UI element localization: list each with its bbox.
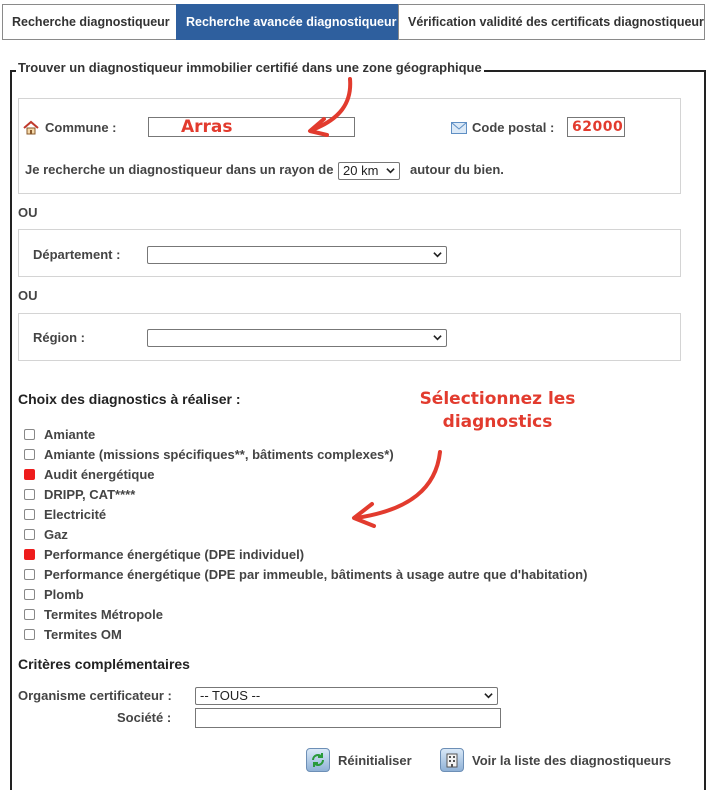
diag-amiante[interactable]	[24, 424, 587, 444]
diag-label: Electricité	[44, 506, 107, 522]
diagnostics-list	[24, 424, 587, 644]
radius-suffix: autour du bien.	[410, 162, 504, 177]
checkbox[interactable]	[24, 489, 35, 500]
societe-label: Société :	[117, 710, 172, 725]
diag-label: Plomb	[44, 586, 84, 602]
diag-termites-om[interactable]	[24, 624, 587, 644]
radius-select[interactable]: 20 km	[338, 162, 400, 180]
building-icon	[440, 748, 464, 772]
arrow-annotation-icon	[300, 75, 360, 140]
chevron-down-icon	[433, 250, 442, 259]
chevron-down-icon	[484, 691, 493, 700]
checkbox-checked[interactable]	[24, 469, 35, 480]
chevron-down-icon	[433, 333, 442, 342]
chevron-down-icon	[386, 166, 395, 175]
or-separator-2: OU	[18, 288, 38, 303]
refresh-icon	[306, 748, 330, 772]
or-separator-1: OU	[18, 205, 38, 220]
view-list-button-label: Voir la liste des diagnostiqueurs	[472, 752, 672, 768]
departement-select[interactable]	[147, 246, 447, 264]
checkbox[interactable]	[24, 529, 35, 540]
diag-label: Amiante (missions spécifiques**, bâtiments complexes*)	[44, 446, 394, 462]
diag-plomb[interactable]	[24, 584, 587, 604]
reset-button[interactable]	[306, 748, 412, 772]
commune-label: Commune :	[45, 120, 117, 135]
societe-input[interactable]	[195, 708, 501, 728]
diag-label: DRIPP, CAT****	[44, 486, 136, 502]
checkbox[interactable]	[24, 629, 35, 640]
diagnostics-annotation: Sélectionnez les diagnostics	[419, 389, 576, 432]
diag-dpe-immeuble[interactable]	[24, 564, 587, 584]
diag-gaz[interactable]	[24, 524, 587, 544]
tab-verification-certificats[interactable]: Vérification validité des certificats diagnostiqueur	[398, 4, 705, 40]
checkbox-checked[interactable]	[24, 549, 35, 560]
checkbox[interactable]	[24, 429, 35, 440]
diag-dripp-cat[interactable]	[24, 484, 587, 504]
departement-label: Département :	[33, 247, 121, 262]
diag-label: Performance énergétique (DPE par immeuble, bâtiments à usage autre que d'habitation)	[44, 566, 588, 582]
checkbox[interactable]	[24, 509, 35, 520]
diag-label: Amiante	[44, 426, 96, 442]
view-list-button[interactable]	[440, 748, 671, 772]
house-icon	[23, 120, 39, 139]
diagnostics-title: Choix des diagnostics à réaliser :	[18, 391, 241, 407]
postal-code-label: Code postal :	[472, 120, 555, 135]
checkbox[interactable]	[24, 609, 35, 620]
diag-electricite[interactable]	[24, 504, 587, 524]
diag-termites-metropole[interactable]	[24, 604, 587, 624]
tab-recherche-diagnostiqueur[interactable]: Recherche diagnostiqueur	[2, 4, 176, 40]
diag-dpe-individuel[interactable]	[24, 544, 587, 564]
tab-bar	[2, 4, 705, 40]
diag-amiante-missions[interactable]	[24, 444, 587, 464]
diag-label: Gaz	[44, 526, 68, 542]
checkbox[interactable]	[24, 569, 35, 580]
diag-label: Performance énergétique (DPE individuel)	[44, 546, 305, 562]
diag-label: Audit énergétique	[44, 466, 155, 482]
criteria-title: Critères complémentaires	[18, 656, 190, 672]
diag-audit-energetique[interactable]	[24, 464, 587, 484]
checkbox[interactable]	[24, 449, 35, 460]
fieldset-legend: Trouver un diagnostiqueur immobilier certifié dans une zone géographique	[18, 60, 482, 75]
organisme-select[interactable]: -- TOUS --	[195, 687, 498, 705]
region-label: Région :	[33, 330, 85, 345]
reset-button-label: Réinitialiser	[338, 752, 412, 768]
radius-prefix: Je recherche un diagnostiqueur dans un rayon de	[25, 162, 334, 177]
commune-annotation-value: Arras	[181, 117, 233, 137]
envelope-icon	[451, 122, 467, 137]
postal-code-input[interactable]: 62000	[567, 117, 625, 137]
diag-label: Termites Métropole	[44, 606, 163, 622]
tab-recherche-avancee[interactable]: Recherche avancée diagnostiqueur	[176, 4, 398, 40]
checkbox[interactable]	[24, 589, 35, 600]
organisme-label: Organisme certificateur :	[18, 688, 172, 703]
diag-label: Termites OM	[44, 626, 122, 642]
region-select[interactable]	[147, 329, 447, 347]
